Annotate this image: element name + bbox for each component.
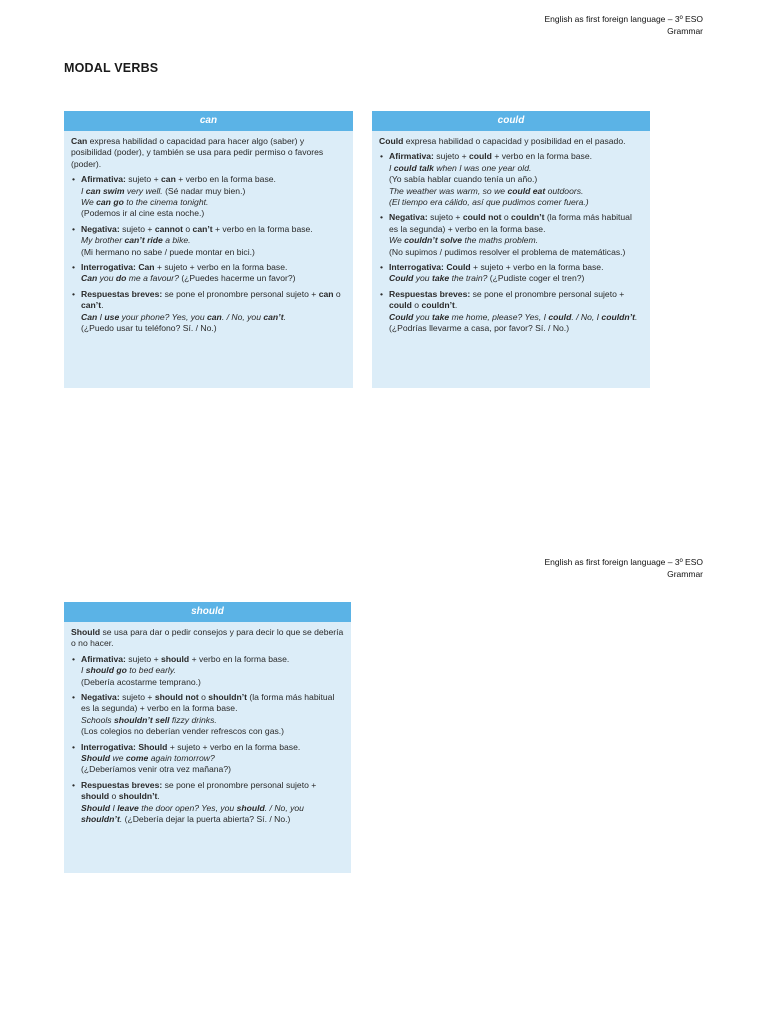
could-card	[372, 111, 650, 388]
rule-text: se pone el pronombre personal sujeto +	[162, 288, 319, 299]
rule-text: + sujeto + verbo en la forma base.	[167, 741, 301, 752]
example-bold: do	[115, 273, 127, 284]
rule-text	[81, 289, 346, 312]
example-text: I	[97, 311, 105, 322]
could-rule-1	[379, 151, 643, 208]
rule-bold: Interrogativa:	[389, 262, 444, 273]
rule-text: se pone el pronombre personal sujeto +	[470, 288, 625, 299]
rule-bold: Could	[446, 262, 471, 273]
example-bold: come	[125, 753, 149, 764]
rule-bold: couldn’t	[421, 300, 455, 311]
rule-bold: Negativa:	[81, 692, 120, 703]
rule-text: + sujeto + verbo en la forma base.	[154, 262, 288, 273]
example-text: I	[389, 162, 394, 173]
can-rule-2	[71, 224, 346, 258]
example-bold: Could	[389, 311, 414, 322]
header-subject-2: Grammar	[667, 569, 703, 579]
rule-text: + sujeto + verbo en la forma base.	[470, 262, 604, 273]
can-card-heading: can	[64, 111, 353, 131]
example-bold: couldn’t	[601, 311, 635, 322]
example-text: . / No, I	[571, 311, 602, 322]
could-card-heading: could	[372, 111, 650, 131]
translation-text: (No supimos / pudimos resolver el problema de matemáticas.)	[389, 246, 626, 257]
header-course: English as first foreign language – 3º ESO	[544, 14, 703, 24]
rule-bold: could	[389, 300, 412, 311]
rule-bold: cannot	[154, 223, 183, 234]
example-text: We	[81, 197, 97, 208]
rule-text: .	[454, 300, 458, 311]
example-text: fizzy drinks.	[169, 714, 217, 725]
example-bold: should	[236, 802, 265, 813]
bullet-icon: •	[72, 692, 76, 703]
rule-text: sujeto +	[427, 212, 463, 223]
rule-bold: shouldn’t	[208, 692, 247, 703]
example-bold: Should	[81, 802, 111, 813]
could-intro-text: expresa habilidad o capacidad y posibilidad en el pasado.	[403, 136, 626, 146]
example-line	[81, 665, 344, 676]
should-intro-bold: Should	[71, 627, 101, 637]
bullet-icon: •	[380, 151, 384, 162]
example-text: We	[389, 235, 405, 246]
example-bold: shouldn’t	[81, 814, 120, 825]
translation-text: (¿Deberíamos venir otra vez mañana?)	[81, 764, 231, 775]
bullet-icon: •	[72, 223, 76, 234]
example-text: the maths problem.	[462, 235, 539, 246]
could-rule-4	[379, 289, 643, 335]
rule-text: o	[182, 223, 193, 234]
example-text: your phone? Yes, you	[119, 311, 207, 322]
example-text: you	[413, 311, 432, 322]
translation-text: (Debería acostarme temprano.)	[81, 676, 201, 687]
rule-text	[81, 262, 346, 273]
translation-inline: (¿Pudiste coger el tren?)	[487, 273, 585, 284]
translation-inline: (¿Debería dejar la puerta abierta? Sí. / No.)	[122, 814, 291, 825]
page-header-2	[544, 556, 703, 580]
example-text: I	[110, 802, 118, 813]
could-rule-2	[379, 212, 643, 258]
rule-text	[81, 692, 344, 715]
can-rule-3	[71, 262, 346, 285]
rule-text	[81, 654, 344, 665]
example-line	[81, 235, 346, 246]
translation-text: (¿Puedo usar tu teléfono? Sí. / No.)	[81, 323, 217, 334]
could-card-body	[372, 131, 650, 343]
translation-line	[389, 247, 643, 258]
translation-text: (Yo sabía hablar cuando tenía un año.)	[389, 174, 538, 185]
rule-text: o	[501, 212, 512, 223]
rule-text	[389, 262, 643, 273]
example-bold: can’t ride	[124, 235, 163, 246]
example-text: the door open? Yes, you	[138, 802, 237, 813]
example-line	[81, 273, 346, 284]
example-text: .	[635, 311, 638, 322]
rule-bold: Respuestas breves:	[389, 288, 471, 299]
example-line	[389, 235, 643, 246]
bullet-icon: •	[380, 262, 384, 273]
rule-bold: Afirmativa:	[389, 151, 434, 162]
rule-bold: could	[469, 151, 492, 162]
rule-text: o	[411, 300, 422, 311]
should-card	[64, 602, 351, 873]
should-card-body	[64, 622, 351, 834]
translation-inline: (¿Puedes hacerme un favor?)	[178, 273, 296, 284]
example-line	[81, 753, 344, 764]
rule-bold: can’t	[81, 300, 102, 311]
rule-bold: Negativa:	[81, 223, 120, 234]
bullet-icon: •	[72, 741, 76, 752]
rule-text	[81, 780, 344, 803]
example-text: we	[110, 753, 126, 764]
example-bold: couldn’t solve	[404, 235, 463, 246]
rule-bold: Respuestas breves:	[81, 288, 163, 299]
bullet-icon: •	[72, 262, 76, 273]
translation-text: (Mi hermano no sabe / puede montar en bici.)	[81, 246, 255, 257]
translation-line	[81, 247, 346, 258]
can-card	[64, 111, 353, 388]
rule-text: sujeto +	[119, 223, 155, 234]
example-bold: leave	[117, 802, 139, 813]
page-title: MODAL VERBS	[64, 61, 159, 75]
rule-bold: Afirmativa:	[81, 653, 126, 664]
example-text: Schools	[81, 714, 114, 725]
translation-text: (¿Podrías llevarme a casa, por favor? Sí. / No.)	[389, 323, 570, 334]
can-intro-text: expresa habilidad o capacidad para hacer algo (saber) y posibilidad (poder), y también se usa para pedir permiso o favores (poder).	[71, 136, 324, 169]
example-bold: Can	[81, 311, 98, 322]
translation-line	[81, 677, 344, 688]
should-intro-text: se usa para dar o pedir consejos y para decir lo que se debería o no hacer.	[71, 627, 344, 649]
rule-text: + verbo en la forma base.	[175, 174, 276, 185]
translation-text: (Podemos ir al cine esta noche.)	[81, 208, 205, 219]
bullet-icon: •	[72, 653, 76, 664]
example-text: a bike.	[162, 235, 191, 246]
rule-bold: Interrogativa:	[81, 262, 136, 273]
rule-text: sujeto +	[125, 653, 162, 664]
example-text: me home, please? Yes, I	[449, 311, 549, 322]
example-text: (El tiempo era cálido, así que pudimos comer fuera.)	[389, 197, 589, 208]
rule-bold: Respuestas breves:	[81, 779, 163, 790]
bullet-icon: •	[72, 174, 76, 185]
rule-text: (la forma más habitual es la segunda) + verbo en la forma base.	[81, 692, 335, 714]
bullet-icon: •	[72, 288, 76, 299]
example-text: . / No, you	[221, 311, 264, 322]
rule-text	[81, 174, 346, 185]
example-text: My brother	[81, 235, 125, 246]
rule-text: o	[109, 791, 119, 802]
example-line	[389, 273, 643, 284]
example-bold: can swim	[85, 185, 125, 196]
example-text: you	[97, 273, 116, 284]
example-bold: Could	[389, 273, 414, 284]
rule-text: + verbo en la forma base.	[212, 223, 313, 234]
example-bold: Can	[81, 273, 98, 284]
could-intro	[379, 136, 643, 147]
translation-line	[81, 764, 344, 775]
can-intro-bold: Can	[71, 136, 88, 146]
rule-bold: shouldn’t	[118, 791, 158, 802]
translation-line	[389, 323, 643, 334]
translation-inline: (Sé nadar muy bien.)	[162, 185, 246, 196]
translation-line	[81, 208, 346, 219]
rule-bold: can	[161, 174, 176, 185]
rule-bold: Can	[138, 262, 155, 273]
example-text: to the cinema tonight.	[123, 197, 209, 208]
rule-text: o	[333, 288, 341, 299]
rule-bold: Interrogativa:	[81, 741, 136, 752]
rule-bold: Negativa:	[389, 212, 428, 223]
rule-text: sujeto +	[119, 692, 155, 703]
example-text: when I was one year old.	[433, 162, 532, 173]
rule-text	[389, 289, 643, 312]
translation-text: (Los colegios no deberían vender refrescos con gas.)	[81, 726, 285, 737]
example-text: to bed early.	[126, 665, 176, 676]
translation-line	[81, 323, 346, 334]
example-bold: could eat	[507, 185, 546, 196]
translation-line	[81, 726, 344, 737]
rule-text: .	[157, 791, 160, 802]
rule-bold: could not	[462, 212, 502, 223]
example-line	[389, 163, 643, 174]
should-card-heading: should	[64, 602, 351, 622]
header-subject: Grammar	[667, 26, 703, 36]
rule-text	[389, 212, 643, 235]
example-line	[389, 312, 643, 323]
example-text: .	[283, 311, 286, 322]
translation-line	[389, 174, 643, 185]
example-bold: use	[104, 311, 120, 322]
bullet-icon: •	[72, 779, 76, 790]
rule-text	[389, 151, 643, 162]
example-bold: could	[548, 311, 572, 322]
example-bold: could talk	[393, 162, 434, 173]
example-text: I	[81, 185, 86, 196]
rule-bold: Should	[138, 741, 168, 752]
example-bold: shouldn’t sell	[113, 714, 170, 725]
should-rule-4	[71, 780, 344, 826]
rule-text	[81, 742, 344, 753]
example-bold: can	[207, 311, 222, 322]
rule-text: + verbo en la forma base.	[491, 151, 593, 162]
can-card-body	[64, 131, 353, 343]
rule-bold: should	[81, 791, 110, 802]
rule-bold: couldn’t	[511, 212, 545, 223]
example-text: you	[413, 273, 432, 284]
rule-text: + verbo en la forma base.	[189, 653, 290, 664]
example-line	[81, 197, 346, 208]
example-line	[389, 186, 643, 197]
example-bold: can go	[96, 197, 124, 208]
rule-bold: Afirmativa:	[81, 174, 126, 185]
example-text: me a favour?	[126, 273, 179, 284]
can-rule-1	[71, 174, 346, 220]
example-text: the train?	[449, 273, 488, 284]
rule-bold: should	[161, 653, 190, 664]
header-course-2: English as first foreign language – 3º ESO	[544, 557, 703, 567]
rule-text	[81, 224, 346, 235]
rule-bold: can	[318, 288, 334, 299]
example-line	[389, 197, 643, 208]
can-intro	[71, 136, 346, 170]
example-bold: Should	[81, 753, 111, 764]
example-line	[81, 715, 344, 726]
should-rule-2	[71, 692, 344, 738]
should-intro	[71, 627, 344, 650]
rule-text: (la forma más habitual es la segunda) + verbo en la forma base.	[389, 212, 632, 234]
example-text: again tomorrow?	[148, 753, 215, 764]
bullet-icon: •	[380, 212, 384, 223]
example-bold: can’t	[263, 311, 284, 322]
example-bold: take	[431, 311, 450, 322]
rule-text: o	[198, 692, 209, 703]
could-rule-3	[379, 262, 643, 285]
rule-text: se pone el pronombre personal sujeto +	[162, 779, 317, 790]
rule-text: .	[101, 300, 104, 311]
should-rule-1	[71, 654, 344, 688]
example-text: very well.	[124, 185, 163, 196]
example-text: The weather was warm, so we	[389, 185, 508, 196]
bullet-icon: •	[380, 288, 384, 299]
rule-text: sujeto +	[125, 174, 162, 185]
could-intro-bold: Could	[379, 136, 404, 146]
example-text: outdoors.	[545, 185, 584, 196]
example-line	[81, 312, 346, 323]
rule-text: sujeto +	[433, 151, 470, 162]
example-line	[81, 803, 344, 826]
example-bold: should go	[85, 665, 127, 676]
example-text: I	[81, 665, 86, 676]
example-line	[81, 186, 346, 197]
rule-bold: should not	[154, 692, 199, 703]
should-rule-3	[71, 742, 344, 776]
rule-bold: can’t	[192, 223, 213, 234]
example-text: . / No, you	[264, 802, 304, 813]
can-rule-4	[71, 289, 346, 335]
example-bold: take	[431, 273, 450, 284]
example-text: .	[119, 814, 123, 825]
page-header	[544, 13, 703, 37]
